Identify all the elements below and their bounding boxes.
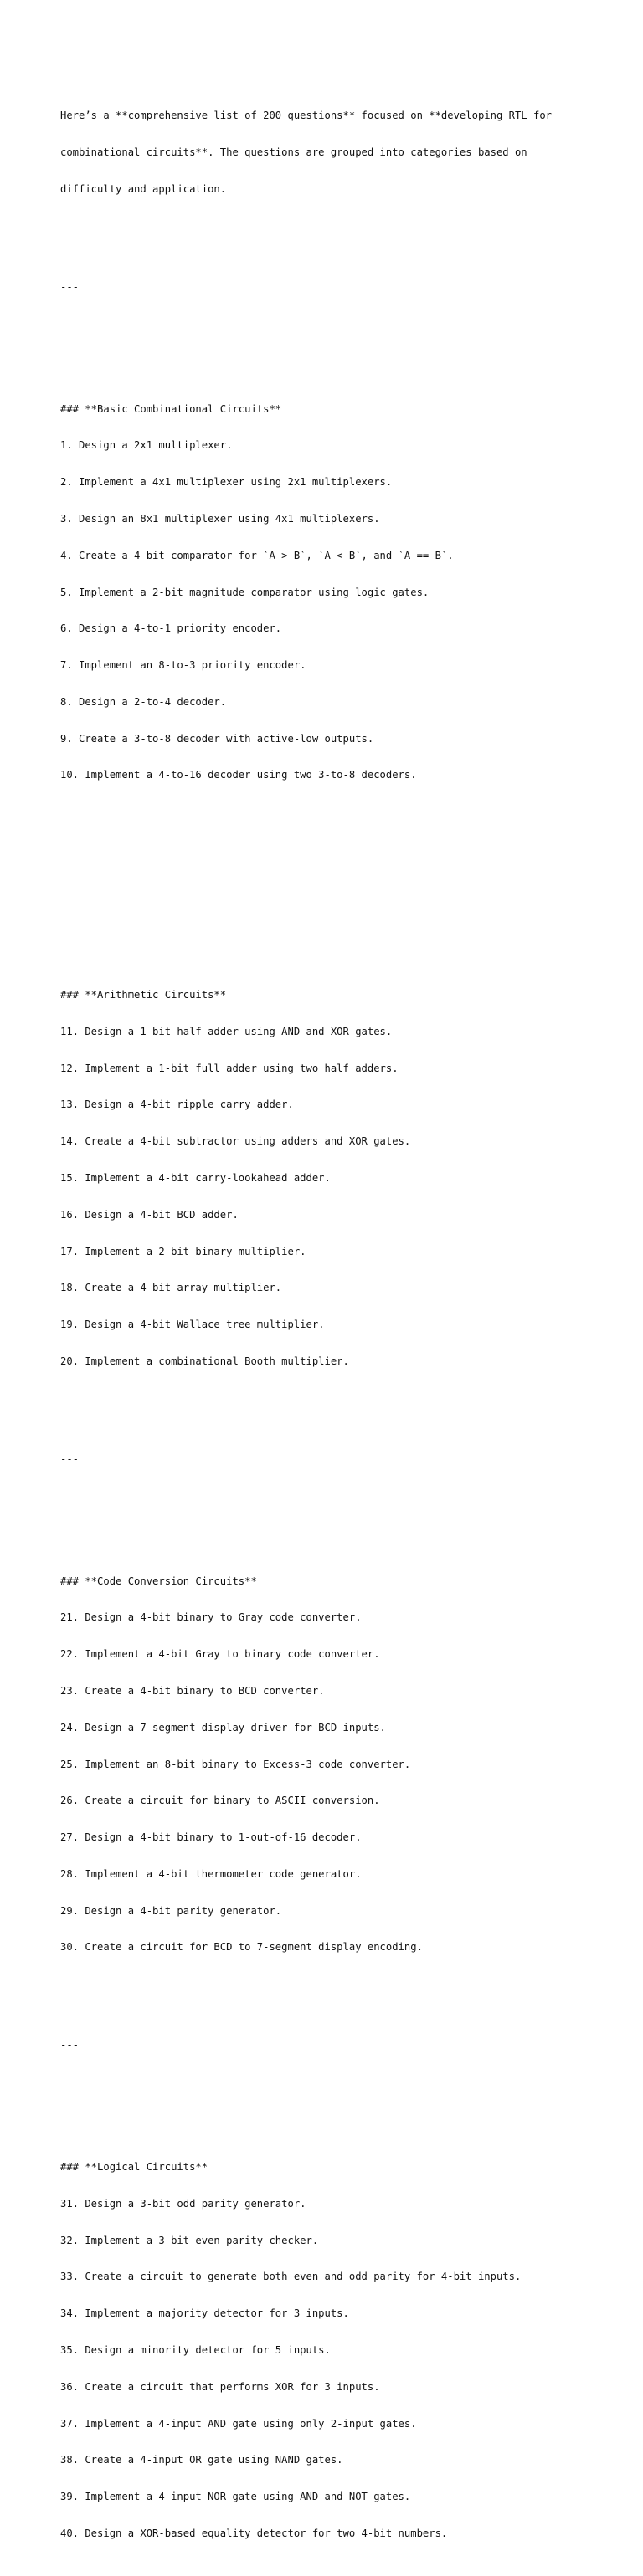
question-item: 21. Design a 4-bit binary to Gray code converter.	[60, 1611, 362, 1624]
blank-line	[60, 904, 630, 916]
question-item: 7. Implement an 8-to-3 priority encoder.	[60, 659, 306, 672]
question-item: 18. Create a 4-bit array multiplier.	[60, 1282, 282, 1294]
question-item: 20. Implement a combinational Booth multiplier.	[60, 1355, 349, 1367]
blank-line	[60, 244, 630, 257]
section-code-conversion	[60, 1550, 630, 1978]
question-item: 15. Implement a 4-bit carry-lookahead adder.	[60, 1172, 331, 1185]
question-item: 8. Design a 2-to-4 decoder.	[60, 695, 227, 708]
question-item: 12. Implement a 1-bit full adder using two half adders.	[60, 1062, 399, 1074]
question-item: 19. Design a 4-bit Wallace tree multiplier.	[60, 1319, 325, 1331]
blank-line	[60, 2002, 630, 2015]
question-item: 22. Implement a 4-bit Gray to binary code converter.	[60, 1648, 380, 1661]
question-item: 29. Design a 4-bit parity generator.	[60, 1904, 282, 1917]
separator: ---	[60, 280, 80, 293]
document-page	[60, 61, 630, 2576]
separator: ---	[60, 1452, 80, 1465]
section-arithmetic	[60, 965, 630, 1392]
blank-line	[60, 2076, 630, 2088]
question-item: 24. Design a 7-segment display driver for BCD inputs.	[60, 1721, 386, 1734]
question-item: 2. Implement a 4x1 multiplexer using 2x1 multiplexers.	[60, 476, 393, 489]
question-item: 10. Implement a 4-to-16 decoder using two 3-to-8 decoders.	[60, 769, 417, 781]
section-heading: ### **Code Conversion Circuits**	[60, 1575, 257, 1587]
question-item: 32. Implement a 3-bit even parity checker.	[60, 2234, 319, 2246]
section-heading: ### **Logical Circuits**	[60, 2161, 208, 2174]
question-item: 3. Design an 8x1 multiplexer using 4x1 multiplexers.	[60, 512, 380, 525]
question-item: 1. Design a 2x1 multiplexer.	[60, 439, 233, 452]
section-basic-combinational	[60, 378, 630, 806]
question-item: 35. Design a minority detector for 5 inputs.	[60, 2344, 331, 2357]
blank-line	[60, 830, 630, 842]
intro-line: difficulty and application.	[60, 182, 227, 195]
section-heading: ### **Basic Combinational Circuits**	[60, 402, 282, 415]
separator: ---	[60, 867, 80, 879]
question-item: 11. Design a 1-bit half adder using AND and XOR gates.	[60, 1025, 393, 1037]
question-item: 39. Implement a 4-input NOR gate using AND and NOT gates.	[60, 2491, 411, 2503]
question-item: 23. Create a 4-bit binary to BCD converter.	[60, 1684, 325, 1697]
question-item: 28. Implement a 4-bit thermometer code generator.	[60, 1867, 362, 1880]
question-item: 26. Create a circuit for binary to ASCII conversion.	[60, 1795, 380, 1807]
blank-line	[60, 1416, 630, 1429]
question-item: 38. Create a 4-input OR gate using NAND gates.	[60, 2454, 343, 2466]
question-item: 13. Design a 4-bit ripple carry adder.	[60, 1099, 294, 1111]
intro-line: combinational circuits**. The questions are grouped into categories based on	[60, 146, 527, 159]
blank-line	[60, 317, 630, 330]
question-item: 6. Design a 4-to-1 priority encoder.	[60, 622, 282, 635]
question-item: 31. Design a 3-bit odd parity generator.	[60, 2197, 306, 2210]
section-heading: ### **Arithmetic Circuits**	[60, 989, 227, 1001]
question-item: 17. Implement a 2-bit binary multiplier.	[60, 1245, 306, 1257]
question-item: 27. Design a 4-bit binary to 1-out-of-16 decoder.	[60, 1831, 362, 1844]
section-logical	[60, 2137, 630, 2564]
intro-line: Here’s a **comprehensive list of 200 questions** focused on **developing RTL for	[60, 110, 552, 122]
question-item: 16. Design a 4-bit BCD adder.	[60, 1208, 239, 1221]
separator: ---	[60, 2039, 80, 2051]
question-item: 4. Create a 4-bit comparator for `A > B`, `A < B`, and `A == B`.	[60, 549, 454, 561]
question-item: 33. Create a circuit to generate both even and odd parity for 4-bit inputs.	[60, 2271, 522, 2283]
question-item: 36. Create a circuit that performs XOR for 3 inputs.	[60, 2380, 380, 2393]
intro-paragraph	[60, 85, 630, 220]
question-item: 40. Design a XOR-based equality detector for two 4-bit numbers.	[60, 2527, 448, 2539]
question-item: 9. Create a 3-to-8 decoder with active-low outputs.	[60, 732, 374, 745]
question-item: 14. Create a 4-bit subtractor using adders and XOR gates.	[60, 1135, 411, 1148]
question-item: 34. Implement a majority detector for 3 inputs.	[60, 2307, 349, 2320]
question-item: 25. Implement an 8-bit binary to Excess-3 code converter.	[60, 1758, 411, 1770]
question-item: 30. Create a circuit for BCD to 7-segment display encoding.	[60, 1941, 423, 1954]
blank-line	[60, 1489, 630, 1502]
question-item: 37. Implement a 4-input AND gate using only 2-input gates.	[60, 2417, 417, 2430]
question-item: 5. Implement a 2-bit magnitude comparator using logic gates.	[60, 586, 430, 598]
